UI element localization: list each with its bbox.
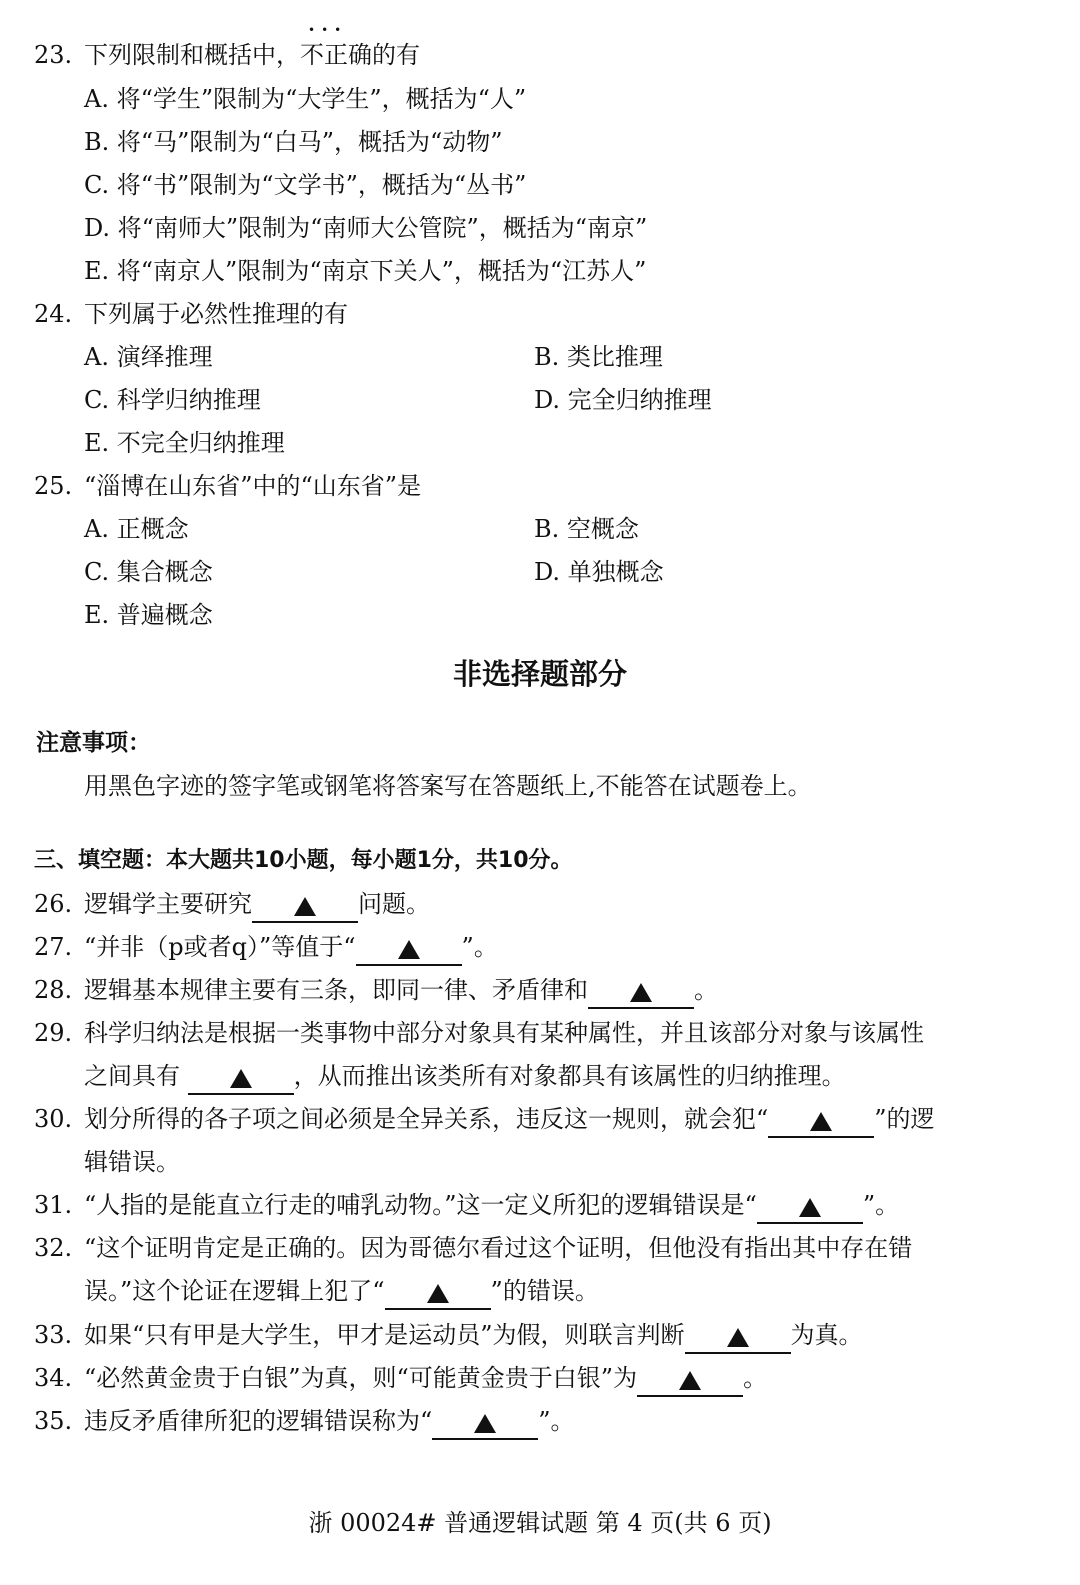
answer-blank (768, 1108, 874, 1138)
question-text (84, 932, 498, 966)
part-header: 三、填空题：本大题共10小题，每小题1分，共10分。 (34, 848, 573, 873)
question-text: “淄博在山东省”中的“山东省”是 (84, 472, 422, 500)
question-text-part: 。 (743, 1364, 768, 1392)
answer-blank (757, 1194, 863, 1224)
option-c: C. 科学归纳推理 (84, 386, 261, 414)
option-b: B. 将“马”限制为“白马”，概括为“动物” (84, 128, 503, 156)
question-text (84, 40, 420, 70)
question-text (84, 1190, 899, 1224)
question-text-part: “并非（p或者q）”等值于“ (84, 933, 356, 961)
question-number: 24. (34, 300, 73, 328)
option-b: B. 空概念 (534, 515, 639, 543)
question-text-part: ”。 (461, 933, 498, 961)
question-text-part: ”的错误。 (490, 1277, 599, 1305)
question-number: 30. (34, 1105, 73, 1133)
answer-blank (588, 979, 694, 1009)
question-text (84, 1363, 767, 1397)
question-text (84, 975, 718, 1009)
question-text-part: 的有 (372, 41, 420, 69)
question-number: 27. (34, 933, 73, 961)
question-text-part: 问题。 (358, 890, 430, 918)
triangle-icon (810, 1112, 832, 1131)
triangle-icon (727, 1328, 749, 1347)
emphasized-text: • • • 不正确 (300, 40, 372, 70)
triangle-icon (398, 940, 420, 959)
question-text-part: 如果“只有甲是大学生，甲才是运动员”为假，则联言判断 (84, 1321, 685, 1349)
section-title: 非选择题部分 (452, 657, 627, 691)
question-text (84, 889, 430, 923)
question-text-part: “人指的是能直立行走的哺乳动物。”这一定义所犯的逻辑错误是“ (84, 1191, 757, 1219)
notice-label: 注意事项： (36, 730, 151, 756)
option-d: D. 完全归纳推理 (534, 386, 712, 414)
question-30-continued: 辑错误。 (84, 1148, 180, 1176)
page-footer: 浙 00024# 普通逻辑试题 第 4 页(共 6 页) (308, 1509, 772, 1537)
answer-blank (385, 1280, 491, 1310)
answer-blank (356, 936, 462, 966)
question-number: 33. (34, 1321, 73, 1349)
question-text-part: 之间具有 (84, 1062, 188, 1090)
triangle-icon (679, 1371, 701, 1390)
question-text-part: 。 (694, 976, 718, 1004)
option-a: A. 正概念 (84, 515, 189, 543)
question-text-part: 下列限制和概括中， (84, 41, 300, 69)
question-text-part: 误。”这个论证在逻辑上犯了“ (84, 1277, 385, 1305)
option-a: A. 演绎推理 (84, 343, 213, 371)
answer-blank (637, 1367, 743, 1397)
option-d: D. 单独概念 (534, 558, 664, 586)
question-number: 31. (34, 1191, 73, 1219)
question-number: 25. (34, 472, 73, 500)
question-number: 23. (34, 41, 73, 69)
triangle-icon (427, 1284, 449, 1303)
question-text-part: ”。 (862, 1191, 900, 1219)
question-text-part: ，从而推出该类所有对象都具有该属性的归纳推理。 (293, 1062, 846, 1090)
question-text-part: 为真。 (790, 1321, 863, 1349)
question-text: 下列属于必然性推理的有 (84, 300, 348, 328)
triangle-icon (799, 1198, 821, 1217)
question-number: 28. (34, 976, 73, 1004)
question-text-part: “必然黄金贵于白银”为真，则“可能黄金贵于白银”为 (84, 1364, 638, 1392)
option-a: A. 将“学生”限制为“大学生”，概括为“人” (84, 85, 527, 113)
question-text-part: 违反矛盾律所犯的逻辑错误称为“ (84, 1407, 433, 1435)
answer-blank (432, 1410, 538, 1440)
question-32-continued (84, 1276, 599, 1308)
answer-blank (685, 1324, 791, 1354)
triangle-icon (294, 897, 316, 916)
triangle-icon (630, 983, 652, 1002)
question-text: 科学归纳法是根据一类事物中部分对象具有某种属性，并且该部分对象与该属性 (84, 1019, 924, 1047)
option-c: C. 将“书”限制为“文学书”，概括为“丛书” (84, 171, 527, 199)
question-29-continued (84, 1061, 846, 1093)
question-text-part: 划分所得的各子项之间必须是全异关系，违反这一规则，就会犯“ (84, 1105, 769, 1133)
option-e: E. 将“南京人”限制为“南京下关人”，概括为“江苏人” (84, 257, 647, 285)
question-text (84, 1406, 575, 1440)
answer-blank (252, 893, 358, 923)
answer-blank (188, 1065, 294, 1095)
question-text-part: ”。 (538, 1407, 575, 1435)
question-text (84, 1320, 863, 1354)
question-number: 29. (34, 1019, 73, 1047)
option-c: C. 集合概念 (84, 558, 213, 586)
question-number: 26. (34, 890, 73, 918)
option-e: E. 不完全归纳推理 (84, 429, 285, 457)
option-d: D. 将“南师大”限制为“南师大公管院”，概括为“南京” (84, 214, 648, 242)
question-text-part: 逻辑基本规律主要有三条，即同一律、矛盾律和 (84, 976, 588, 1004)
triangle-icon (230, 1069, 252, 1088)
question-text-part: ”的逻 (874, 1105, 935, 1133)
question-text (84, 1104, 935, 1138)
question-number: 35. (34, 1407, 73, 1435)
question-number: 32. (34, 1234, 73, 1262)
question-text-part: 逻辑学主要研究 (84, 890, 252, 918)
notice-text: 用黑色字迹的签字笔或钢笔将答案写在答题纸上,不能答在试题卷上。 (84, 772, 812, 800)
option-b: B. 类比推理 (534, 343, 663, 371)
option-e: E. 普遍概念 (84, 601, 213, 629)
question-number: 34. (34, 1364, 73, 1392)
question-text: “这个证明肯定是正确的。因为哥德尔看过这个证明，但他没有指出其中存在错 (84, 1234, 913, 1262)
triangle-icon (474, 1414, 496, 1433)
